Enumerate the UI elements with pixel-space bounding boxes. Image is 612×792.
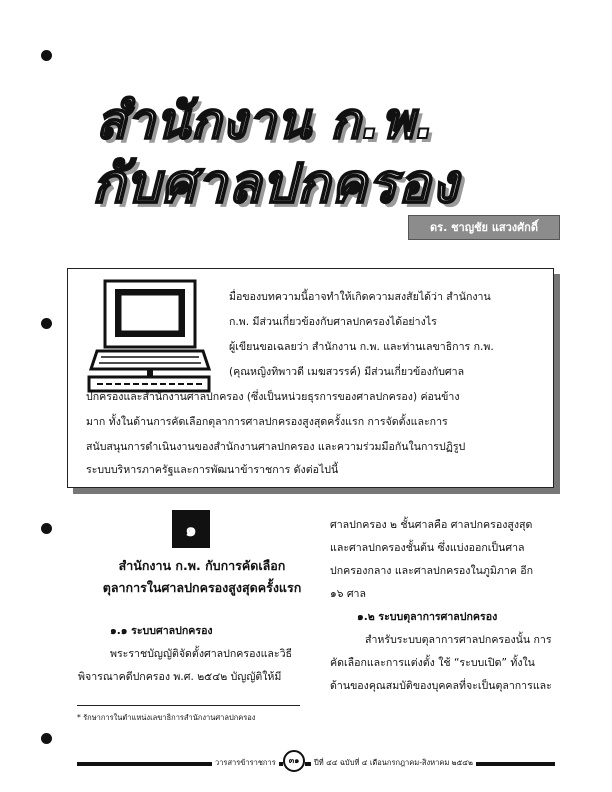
footnote: * รักษาการในตำแหน่งเลขาธิการสำนักงานศาลปกครอง xyxy=(77,713,256,722)
subsection-heading: ๑.๒ ระบบตุลาการศาลปกครอง xyxy=(357,611,498,623)
binder-hole xyxy=(41,318,52,329)
footer-journal-name: วารสารข้าราชการ xyxy=(212,757,279,769)
binder-hole xyxy=(41,50,52,61)
intro-line: ก.พ. มีส่วนเกี่ยวข้องกับศาลปกครองได้อย่างไร xyxy=(229,316,437,328)
intro-line: ผู้เขียนขอเฉลยว่า สำนักงาน ก.พ. และท่านเลขาธิการ ก.พ. xyxy=(229,341,494,353)
body-line: ๑๖ ศาล xyxy=(330,588,366,600)
intro-line: มาก ทั้งในด้านการคัดเลือกตุลาการศาลปกครองสูงสุดครั้งแรก การจัดตั้งและการ xyxy=(86,416,448,428)
body-line: ศาลปกครอง ๒ ชั้นศาลคือ ศาลปกครองสูงสุด xyxy=(330,519,533,531)
body-line: พิจารณาคดีปกครอง พ.ศ. ๒๕๔๒ บัญญัติให้มี xyxy=(78,671,282,683)
footnote-rule xyxy=(77,705,300,706)
page-number: ๓๑ xyxy=(283,750,305,772)
section-heading-line-1: สำนักงาน ก.พ. กับการคัดเลือก xyxy=(118,558,286,573)
article-title-line-1: สำนักงาน ก.พ. xyxy=(96,92,436,150)
intro-line: ปกครองและสำนักงานศาลปกครอง (ซึ่งเป็นหน่วยธุรการของศาลปกครอง) ค่อนข้าง xyxy=(86,391,460,403)
binder-hole xyxy=(41,733,52,744)
section-heading-line-2: ตุลาการในศาลปกครองสูงสุดครั้งแรก xyxy=(102,580,302,595)
author-byline: ดร. ชาญชัย แสวงศักดิ์ xyxy=(408,215,560,240)
body-line: ปกครองกลาง และศาลปกครองในภูมิภาค อีก xyxy=(330,565,534,577)
intro-line: (คุณหญิงทิพาวดี เมฆสวรรค์) มีส่วนเกี่ยวข้องกับศาล xyxy=(229,366,465,378)
footer-issue: ปีที่ ๔๔ ฉบับที่ ๔ เดือนกรกฎาคม-สิงหาคม ๒๕๔๒ xyxy=(311,757,476,769)
intro-line: มื่อของบทความนี้อาจทำให้เกิดความสงสัยได้ว่า สำนักงาน xyxy=(229,291,491,303)
computer-illustration-icon xyxy=(87,277,215,397)
body-line: และศาลปกครองชั้นต้น ซึ่งแบ่งออกเป็นศาล xyxy=(330,542,525,554)
body-line: คัดเลือกและการแต่งตั้ง ใช้ “ระบบเปิด” ทั้งใน xyxy=(330,657,535,669)
body-line: พระราชบัญญัติจัดตั้งศาลปกครองและวิธี xyxy=(110,648,293,660)
subsection-heading: ๑.๑ ระบบศาลปกครอง xyxy=(110,625,213,637)
intro-line: สนับสนุนการดำเนินงานของสำนักงานศาลปกครอง และความร่วมมือกันในการปฏิรูป xyxy=(86,441,466,453)
section-number-emblem: ๑ xyxy=(172,510,210,548)
body-line: สำหรับระบบตุลาการศาลปกครองนั้น การ xyxy=(365,634,552,646)
article-title-line-2: กับศาลปกครอง xyxy=(92,152,459,215)
binder-hole xyxy=(41,523,52,534)
body-line: ด้านของคุณสมบัติของบุคคลที่จะเป็นตุลาการและ xyxy=(330,680,552,692)
intro-line: ระบบบริหารภาครัฐและการพัฒนาข้าราชการ ดังต่อไปนี้ xyxy=(86,464,339,476)
